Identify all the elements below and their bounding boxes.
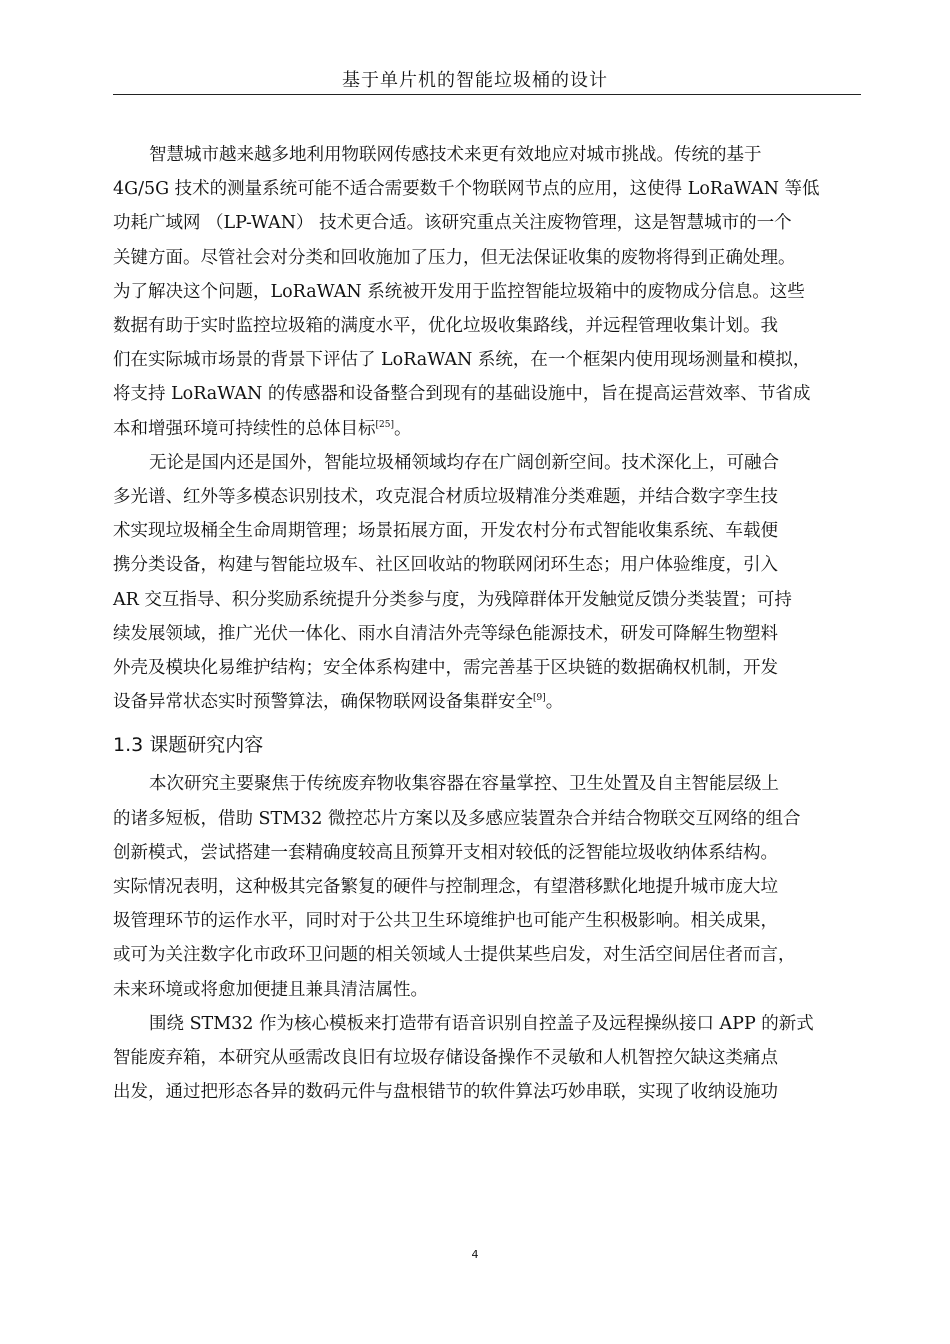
paragraph-line: 无论是国内还是国外，智能垃圾桶领域均存在广阔创新空间。技术深化上，可融合 (149, 452, 779, 473)
paragraph-end-punctuation: 。 (393, 418, 412, 439)
paragraph-line: 实际情况表明，这种极其完备繁复的硬件与控制理念，有望潜移默化地提升城市庞大垃 (113, 877, 778, 898)
paragraph-line: AR 交互指导、积分奖励系统提升分类参与度，为残障群体开发触觉反馈分类装置；可持 (113, 589, 792, 610)
section-heading: 1.3 课题研究内容 (113, 734, 264, 757)
paragraph-text: 本和增强环境可持续性的总体目标 (113, 418, 376, 439)
paragraph-line: 智能废弃箱，本研究从亟需改良旧有垃圾存储设备操作不灵敏和人机智控欠缺这类痛点 (113, 1048, 778, 1069)
citation-marker: [9] (533, 693, 546, 704)
paragraph-line: 多光谱、红外等多模态识别技术，攻克混合材质垃圾精准分类难题，并结合数字孪生技 (113, 487, 778, 508)
paragraph-line: 或可为关注数字化市政环卫问题的相关领域人士提供某些启发，对生活空间居住者而言， (113, 945, 796, 966)
header-divider (113, 94, 861, 95)
paragraph-line: 们在实际城市场景的背景下评估了 LoRaWAN 系统，在一个框架内使用现场测量和模拟， (113, 350, 811, 371)
paragraph-line: 创新模式，尝试搭建一套精确度较高且预算开支相对较低的泛智能垃圾收纳体系结构。 (113, 842, 778, 863)
body-text (113, 138, 853, 1109)
paragraph-line: 本次研究主要聚焦于传统废弃物收集容器在容量掌控、卫生处置及自主智能层级上 (149, 774, 779, 795)
paragraph-line: 圾管理环节的运作水平，同时对于公共卫生环境维护也可能产生积极影响。相关成果， (113, 911, 778, 932)
paragraph-line: 将支持 LoRaWAN 的传感器和设备整合到现有的基础设施中，旨在提高运营效率、节省成 (113, 384, 811, 405)
paragraph-line: 续发展领域，推广光伏一体化、雨水自清洁外壳等绿色能源技术，研发可降解生物塑料 (113, 623, 778, 644)
paragraph-line: 围绕 STM32 作为核心模板来打造带有语音识别自控盖子及远程操纵接口 APP 的新式 (149, 1013, 814, 1034)
citation-marker: [25] (375, 419, 394, 430)
paragraph-line: 未来环境或将愈加便捷且兼具清洁属性。 (113, 979, 428, 1000)
paragraph-line: 外壳及模块化易维护结构；安全体系构建中，需完善基于区块链的数据确权机制，开发 (113, 658, 778, 679)
paragraph-line: 为了解决这个问题，LoRaWAN 系统被开发用于监控智能垃圾箱中的废物成分信息。这些 (113, 281, 805, 302)
paragraph-line: 智慧城市越来越多地利用物联网传感技术来更有效地应对城市挑战。传统的基于 (149, 145, 762, 165)
paragraph-line: 出发，通过把形态各异的数码元件与盘根错节的软件算法巧妙串联，实现了收纳设施功 (113, 1082, 778, 1103)
paragraph-line: 关键方面。尽管社会对分类和回收施加了压力，但无法保证收集的废物将得到正确处理。 (113, 247, 796, 268)
paragraph-line: 功耗广域网 （LP-WAN） 技术更合适。该研究重点关注废物管理，这是智慧城市的一个 (113, 213, 792, 234)
page-number: 4 (471, 1248, 479, 1261)
paragraph-end-punctuation: 。 (545, 692, 564, 713)
paragraph-line: 数据有助于实时监控垃圾箱的满度水平，优化垃圾收集路线，并远程管理收集计划。我 (113, 316, 778, 337)
paragraph-research-content (113, 767, 853, 1006)
paragraph-line: 的诸多短板，借助 STM32 微控芯片方案以及多感应装置杂合并结合物联交互网络的组合 (113, 808, 801, 829)
paragraph-line-last (113, 412, 853, 446)
paragraph-line: 携分类设备，构建与智能垃圾车、社区回收站的物联网闭环生态；用户体验维度，引入 (113, 555, 778, 576)
paragraph-line: 术实现垃圾桶全生命周期管理；场景拓展方面，开发农村分布式智能收集系统、车载便 (113, 521, 778, 542)
running-header-title: 基于单片机的智能垃圾桶的设计 (342, 70, 608, 91)
paragraph-innovation (113, 446, 853, 720)
paragraph-smart-city (113, 138, 853, 446)
paragraph-line: 4G/5G 技术的测量系统可能不适合需要数千个物联网节点的应用，这使得 LoRaWAN 等低 (113, 179, 820, 200)
paragraph-line-last (113, 685, 853, 719)
paragraph-stm32 (113, 1007, 853, 1110)
paragraph-text: 设备异常状态实时预警算法，确保物联网设备集群安全 (113, 692, 533, 713)
